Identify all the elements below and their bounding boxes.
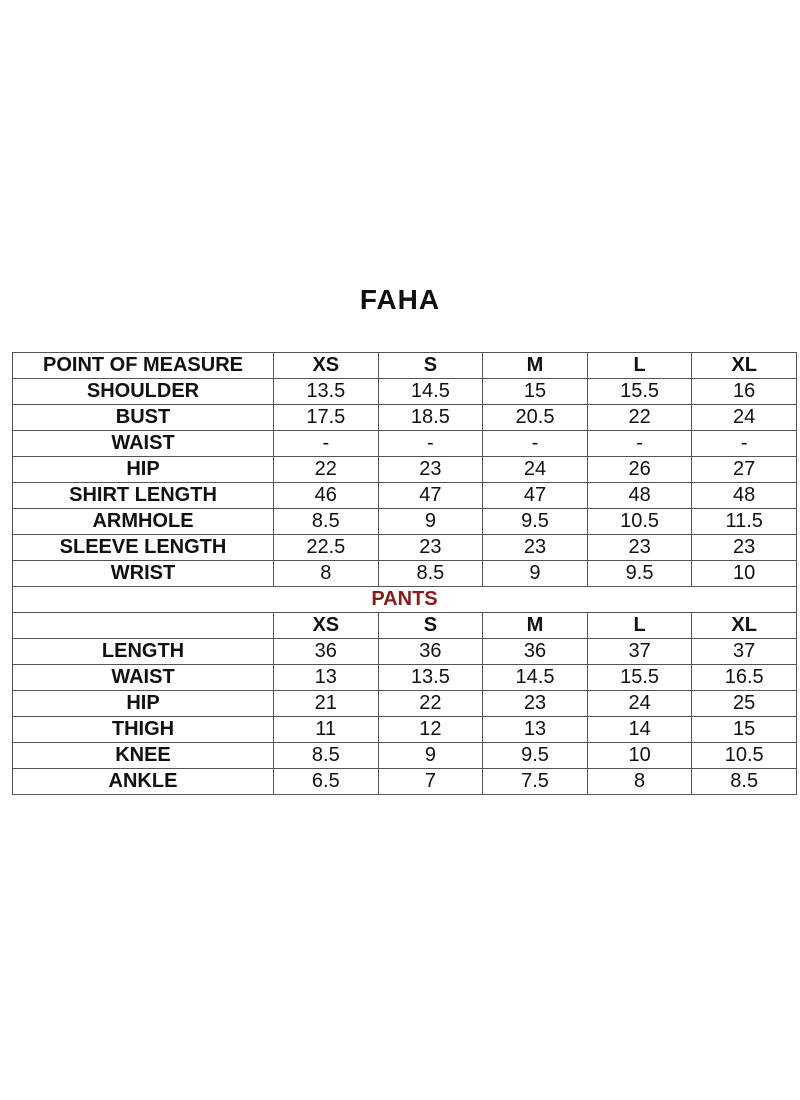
pants-size-header-s: S bbox=[378, 613, 483, 639]
pants-section-title: PANTS bbox=[13, 587, 797, 613]
pants-value-cell: 23 bbox=[483, 691, 588, 717]
pants-value-cell: 25 bbox=[692, 691, 797, 717]
pants-value-cell: 8.5 bbox=[274, 743, 379, 769]
pants-value-cell: 14.5 bbox=[483, 665, 588, 691]
pants-row bbox=[13, 743, 797, 769]
pants-value-cell: 7.5 bbox=[483, 769, 588, 795]
pants-measure-label: THIGH bbox=[13, 717, 274, 743]
pants-measure-label: KNEE bbox=[13, 743, 274, 769]
size-chart-table bbox=[12, 352, 797, 795]
pants-row bbox=[13, 665, 797, 691]
pants-value-cell: 10 bbox=[587, 743, 692, 769]
shirt-row bbox=[13, 457, 797, 483]
pants-value-cell: 24 bbox=[587, 691, 692, 717]
shirt-value-cell: - bbox=[274, 431, 379, 457]
shirt-value-cell: 20.5 bbox=[483, 405, 588, 431]
shirt-value-cell: 15 bbox=[483, 379, 588, 405]
pants-value-cell: 8 bbox=[587, 769, 692, 795]
shirt-measure-label: WRIST bbox=[13, 561, 274, 587]
pants-value-cell: 8.5 bbox=[692, 769, 797, 795]
shirt-value-cell: 15.5 bbox=[587, 379, 692, 405]
pants-value-cell: 13 bbox=[483, 717, 588, 743]
pants-value-cell: 13 bbox=[274, 665, 379, 691]
pants-value-cell: 16.5 bbox=[692, 665, 797, 691]
shirt-value-cell: 46 bbox=[274, 483, 379, 509]
pants-header-row bbox=[13, 613, 797, 639]
shirt-row bbox=[13, 483, 797, 509]
shirt-value-cell: 17.5 bbox=[274, 405, 379, 431]
pants-section-row bbox=[13, 587, 797, 613]
shirt-measure-label: SHOULDER bbox=[13, 379, 274, 405]
shirt-value-cell: 8.5 bbox=[274, 509, 379, 535]
shirt-value-cell: 23 bbox=[378, 457, 483, 483]
pants-measure-label: LENGTH bbox=[13, 639, 274, 665]
size-header-s: S bbox=[378, 353, 483, 379]
pants-measure-label: HIP bbox=[13, 691, 274, 717]
shirt-value-cell: 18.5 bbox=[378, 405, 483, 431]
shirt-value-cell: 14.5 bbox=[378, 379, 483, 405]
pants-value-cell: 9.5 bbox=[483, 743, 588, 769]
shirt-measure-label: SLEEVE LENGTH bbox=[13, 535, 274, 561]
shirt-value-cell: 16 bbox=[692, 379, 797, 405]
shirt-value-cell: 11.5 bbox=[692, 509, 797, 535]
shirt-value-cell: - bbox=[483, 431, 588, 457]
shirt-row bbox=[13, 509, 797, 535]
pants-size-header-l: L bbox=[587, 613, 692, 639]
shirt-value-cell: 23 bbox=[587, 535, 692, 561]
pants-value-cell: 15 bbox=[692, 717, 797, 743]
shirt-measure-label: HIP bbox=[13, 457, 274, 483]
shirt-measure-label: SHIRT LENGTH bbox=[13, 483, 274, 509]
pants-row bbox=[13, 769, 797, 795]
shirt-row bbox=[13, 379, 797, 405]
pants-value-cell: 12 bbox=[378, 717, 483, 743]
shirt-measure-label: WAIST bbox=[13, 431, 274, 457]
pants-value-cell: 11 bbox=[274, 717, 379, 743]
pants-size-header-xl: XL bbox=[692, 613, 797, 639]
pants-value-cell: 22 bbox=[378, 691, 483, 717]
shirt-measure-label: BUST bbox=[13, 405, 274, 431]
pants-size-header-m: M bbox=[483, 613, 588, 639]
shirt-row bbox=[13, 535, 797, 561]
shirt-value-cell: 23 bbox=[483, 535, 588, 561]
size-header-xs: XS bbox=[274, 353, 379, 379]
shirt-value-cell: 23 bbox=[692, 535, 797, 561]
pants-row bbox=[13, 639, 797, 665]
shirt-row bbox=[13, 561, 797, 587]
shirt-value-cell: 26 bbox=[587, 457, 692, 483]
pants-row bbox=[13, 717, 797, 743]
shirt-value-cell: 8 bbox=[274, 561, 379, 587]
pants-value-cell: 36 bbox=[483, 639, 588, 665]
shirt-value-cell: - bbox=[587, 431, 692, 457]
shirt-row bbox=[13, 405, 797, 431]
pants-measure-label: ANKLE bbox=[13, 769, 274, 795]
pants-value-cell: 21 bbox=[274, 691, 379, 717]
pants-measure-label: WAIST bbox=[13, 665, 274, 691]
shirt-value-cell: 47 bbox=[378, 483, 483, 509]
shirt-value-cell: 13.5 bbox=[274, 379, 379, 405]
shirt-value-cell: 24 bbox=[692, 405, 797, 431]
pants-value-cell: 36 bbox=[378, 639, 483, 665]
shirt-measure-label: ARMHOLE bbox=[13, 509, 274, 535]
shirt-value-cell: 9.5 bbox=[483, 509, 588, 535]
shirt-header-row bbox=[13, 353, 797, 379]
shirt-value-cell: 9 bbox=[483, 561, 588, 587]
shirt-value-cell: 9 bbox=[378, 509, 483, 535]
pants-header-blank bbox=[13, 613, 274, 639]
point-of-measure-header: POINT OF MEASURE bbox=[13, 353, 274, 379]
shirt-value-cell: 47 bbox=[483, 483, 588, 509]
pants-value-cell: 7 bbox=[378, 769, 483, 795]
shirt-value-cell: 27 bbox=[692, 457, 797, 483]
shirt-value-cell: 9.5 bbox=[587, 561, 692, 587]
shirt-value-cell: 24 bbox=[483, 457, 588, 483]
pants-value-cell: 9 bbox=[378, 743, 483, 769]
shirt-value-cell: 23 bbox=[378, 535, 483, 561]
shirt-row bbox=[13, 431, 797, 457]
size-header-xl: XL bbox=[692, 353, 797, 379]
shirt-value-cell: 48 bbox=[587, 483, 692, 509]
pants-value-cell: 13.5 bbox=[378, 665, 483, 691]
shirt-value-cell: 10 bbox=[692, 561, 797, 587]
shirt-value-cell: 22 bbox=[587, 405, 692, 431]
chart-title: FAHA bbox=[359, 284, 441, 315]
pants-value-cell: 36 bbox=[274, 639, 379, 665]
shirt-value-cell: - bbox=[378, 431, 483, 457]
pants-value-cell: 37 bbox=[587, 639, 692, 665]
pants-value-cell: 6.5 bbox=[274, 769, 379, 795]
pants-value-cell: 14 bbox=[587, 717, 692, 743]
shirt-value-cell: 22 bbox=[274, 457, 379, 483]
pants-size-header-xs: XS bbox=[274, 613, 379, 639]
pants-value-cell: 15.5 bbox=[587, 665, 692, 691]
pants-value-cell: 37 bbox=[692, 639, 797, 665]
size-header-l: L bbox=[587, 353, 692, 379]
size-header-m: M bbox=[483, 353, 588, 379]
shirt-value-cell: - bbox=[692, 431, 797, 457]
pants-row bbox=[13, 691, 797, 717]
shirt-value-cell: 48 bbox=[692, 483, 797, 509]
shirt-value-cell: 10.5 bbox=[587, 509, 692, 535]
shirt-value-cell: 8.5 bbox=[378, 561, 483, 587]
pants-value-cell: 10.5 bbox=[692, 743, 797, 769]
shirt-value-cell: 22.5 bbox=[274, 535, 379, 561]
